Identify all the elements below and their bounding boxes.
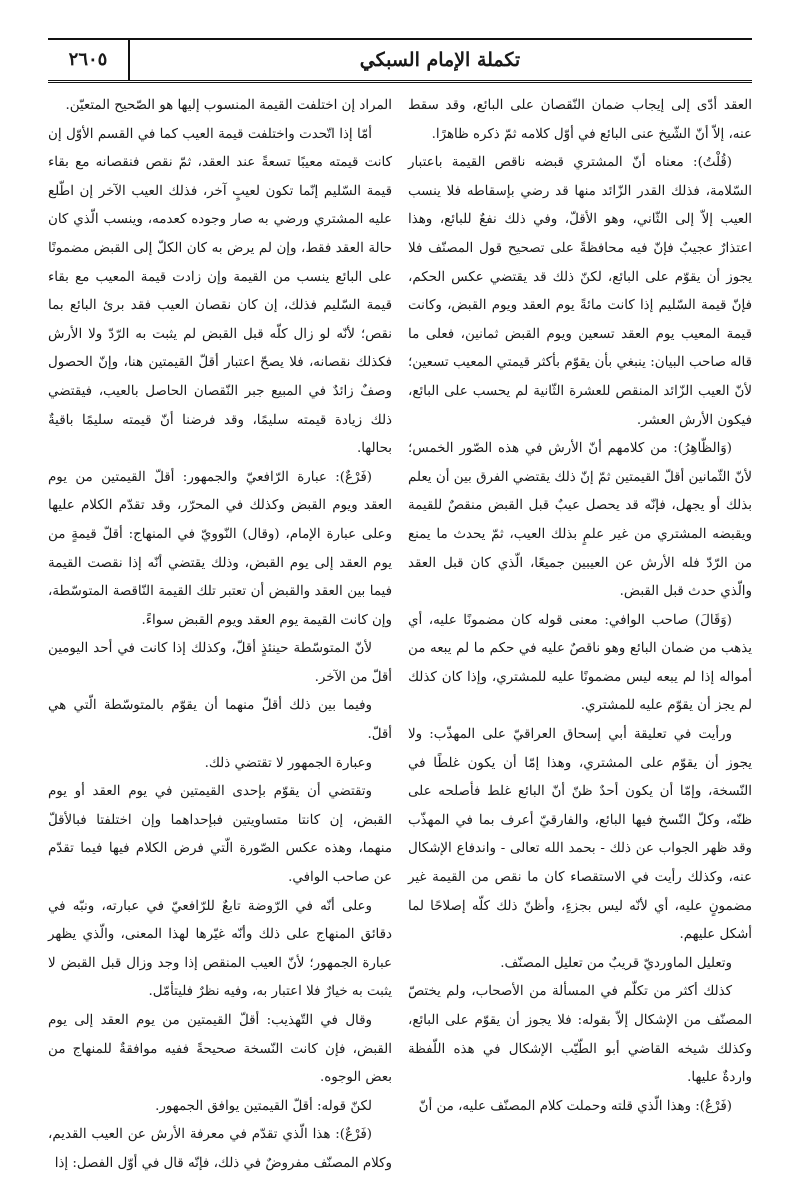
paragraph: وتقتضي أن يقوّم بإحدى القيمتين في يوم العقد أو يوم القبض، إن كانتا متساويتين فبإحداهما وإن اختلفتا فبالأقلّ منهما، وهذه عكس الصّورة الّتي فرض الكلام فيها فيما تقدّم عن صاحب الوافي. xyxy=(48,784,392,886)
paragraph: وتعليل الماورديّ قريبٌ من تعليل المصنّف. xyxy=(500,955,732,971)
paragraph: (وَالظّاهِرُ): من كلامهم أنّ الأرش في هذه الصّور الخمس؛ لأنّ الثّمانين أقلّ القيمتين ثمّ إنّ ذلك يقتضي الفرق بين أن يعلم بذلك أو يجهل، فإنّه قد يحصل عيبٌ قبل القبض منقصٌ للقيمة ويقبضه المشتري من غير علمٍ بذلك العيب، ثمّ يحدث ما يمنع من الرّدّ فله الأرش عن العيبين جميعًا، الّذي كان قبل العقد والّذي حدث قبل القبض. xyxy=(408,441,752,600)
paragraph: المراد إن اختلفت القيمة المنسوب إليها هو الصّحيح المتعيّن. xyxy=(65,98,392,113)
paragraph: وقال في التّهذيب: أقلّ القيمتين من يوم العقد إلى يوم القبض، فإن كانت النّسخة صحيحةً ففيه موافقةٌ للمنهاج من بعض الوجوه. xyxy=(48,1013,392,1086)
paragraph: (فَرْعٌ): وهذا الّذي قلته وحملت كلام المصنّف عليه، من أنّ xyxy=(418,1098,732,1114)
paragraph: (فَرْعٌ): عبارة الرّافعيّ والجمهور: أقلّ القيمتين من يوم العقد ويوم القبض وكذلك في المحرّر، وقد تقدّم الكلام عليها وعلى عبارة الإمام، (وقال) النّوويّ في المنهاج: أقلّ قيمةٍ من يوم العقد إلى يوم القبض، وذلك يقتضي أنّه إذا نقصت القيمة فيما بين العقد والقبض أن تعتبر تلك القيمة النّاقصة المتوسّطة، وإن كانت القيمة يوم العقد ويوم القبض سواءً. xyxy=(48,469,392,628)
paragraph: (وَقَالَ) صاحب الوافي: معنى قوله كان مضمونًا عليه، أي يذهب من ضمان البائع وهو ناقصٌ عليه في حكم ما لم يبعه من أمواله إذا لم يبعه ليس مضمونًا عليه للمشتري، وإذا كان كذلك لم يجز أن يقوّم عليه للمشتري. xyxy=(408,612,752,714)
paragraph: لأنّ المتوسّطة حينئذٍ أقلّ، وكذلك إذا كانت في أحد اليومين أقلّ من الآخر. xyxy=(48,641,392,685)
right-column xyxy=(408,92,752,1121)
paragraph: أمّا إذا اتّحدت واختلفت قيمة العيب كما في القسم الأوّل إن كانت قيمته معيبًا تسعةً عند العقد، ثمّ نقص فنقصانه مع بقاء قيمة السّليم إنّما تكون لعيبٍ آخر، فذلك العيب الآخر إن اطّلع عليه المشتري ورضي به صار وجوده كعدمه، وينسب الّذي كان حالة العقد فقط، وإن لم يرض به كان الكلّ إلى القبض مضمونًا على البائع ينسب من القيمة وإن زادت قيمة المعيب مع بقاء قيمة السّليم فذلك، إن كان نقصان العيب فقد برئ البائع بما نقص؛ لأنّه لو زال كلّه قبل القبض لم يثبت به الرّدّ ولا الأرش فكذلك نقصانه، فلا يصحّ اعتبار أقلّ القيمتين هنا، وإنّ الحصول وصفٌ زائدٌ في المبيع جبر النّقصان الحاصل بالعيب، فيقتضي ذلك زيادة قيمته سليمًا، وقد فرضنا أنّ قيمته سليمًا باقيةٌ بحالها. xyxy=(48,126,392,457)
page-header xyxy=(48,38,752,83)
paragraph: كذلك أكثر من تكلّم في المسألة من الأصحاب، ولم يختصّ المصنّف من الإشكال إلاّ بقوله: فلا يجوز أن يقوّم على البائع، وكذلك شيخه القاضي أبو الطّيّب الإشكال في هذه اللّفظة واردةٌ عليها. xyxy=(408,984,752,1086)
paragraph: وعلى أنّه في الرّوضة تابعٌ للرّافعيّ في عبارته، ونبّه في دقائق المنهاج على ذلك وأنّه غيّرها لهذا المعنى، والّذي يظهر عبارة الجمهور؛ لأنّ العيب المنقص إذا وجد وزال قبل القبض لا يثبت به خيارٌ فلا اعتبار به، وفيه نظرٌ فليتأمّل. xyxy=(48,898,392,1000)
paragraph: العقد أدّى إلى إيجاب ضمان النّقصان على البائع، وقد سقط عنه، إلاّ أنّ الشّيخ عنى البائع في أوّل كلامه ثمّ ذكره ظاهرًا. xyxy=(408,98,752,142)
page-number: ٢٦٠٥ xyxy=(48,40,130,80)
book-page xyxy=(48,38,752,1171)
left-column xyxy=(48,92,392,1179)
paragraph: لكنّ قوله: أقلّ القيمتين يوافق الجمهور. xyxy=(155,1098,372,1114)
running-title: تكملة الإمام السبكي xyxy=(359,49,521,71)
text-columns xyxy=(48,92,752,1171)
paragraph: (فَرْعٌ): هذا الّذي تقدّم في معرفة الأرش عن العيب القديم، وكلام المصنّف مفروضٌ في ذلك، فإنّه قال في أوّل الفصل: إذا xyxy=(48,1127,392,1171)
paragraph: وعبارة الجمهور لا تقتضي ذلك. xyxy=(204,755,372,771)
paragraph: ورأيت في تعليقة أبي إسحاق العراقيّ على المهذّب: ولا يجوز أن يقوّم على المشتري، وهذا إمّا أن يكون غلطًا في النّسخة، وإمّا أن يكون أحدٌ ظنّ أنّ البائع غلط فأصلحه على ظنّه، وكلّ النّسخ فيها البائع، والفارقيّ أعرف بما في المهذّب وقد ظهر الجواب عن ذلك - بحمد الله تعالى - واندفاع الإشكال عنه، وكذلك رأيت في الاستقصاء كان ما نقص من القيمة غير مضمونٍ عليه، أي لأنّه ليس بجزءٍ، وأظنّ ذلك كلّه إصلاحًا لما أشكل عليهم. xyxy=(408,727,752,943)
paragraph: (قُلْتُ): معناه أنّ المشتري قبضه ناقص القيمة باعتبار السّلامة، فذلك القدر الزّائد منها قد رضي بإسقاطه فلا ينسب العيب إلاّ إلى الثّاني، وهو الأقلّ، وفي ذلك نفعٌ للبائع، وهذا اعتذارٌ عجيبٌ فإنّ فيه محافظةً على تصحيح قول المصنّف فلا يجوز أن يقوّم على البائع، لكنّ ذلك قد يقتضي عكس الحكم، فإنّ قيمة السّليم إذا كانت مائةً يوم العقد ويوم القبض، وكانت قيمة المعيب يوم العقد تسعين ويوم القبض ثمانين، فعلى ما قاله صاحب البيان: ينبغي بأن يقوّم بأكثر قيمتي المعيب تسعين؛ لأنّ العيب الزّائد المنقص للعشرة الثّانية لم يحسب على البائع، فيكون الأرش العشر. xyxy=(408,155,752,428)
paragraph: وفيما بين ذلك أقلّ منهما أن يقوّم بالمتوسّطة الّتي هي أقلّ. xyxy=(48,698,392,743)
